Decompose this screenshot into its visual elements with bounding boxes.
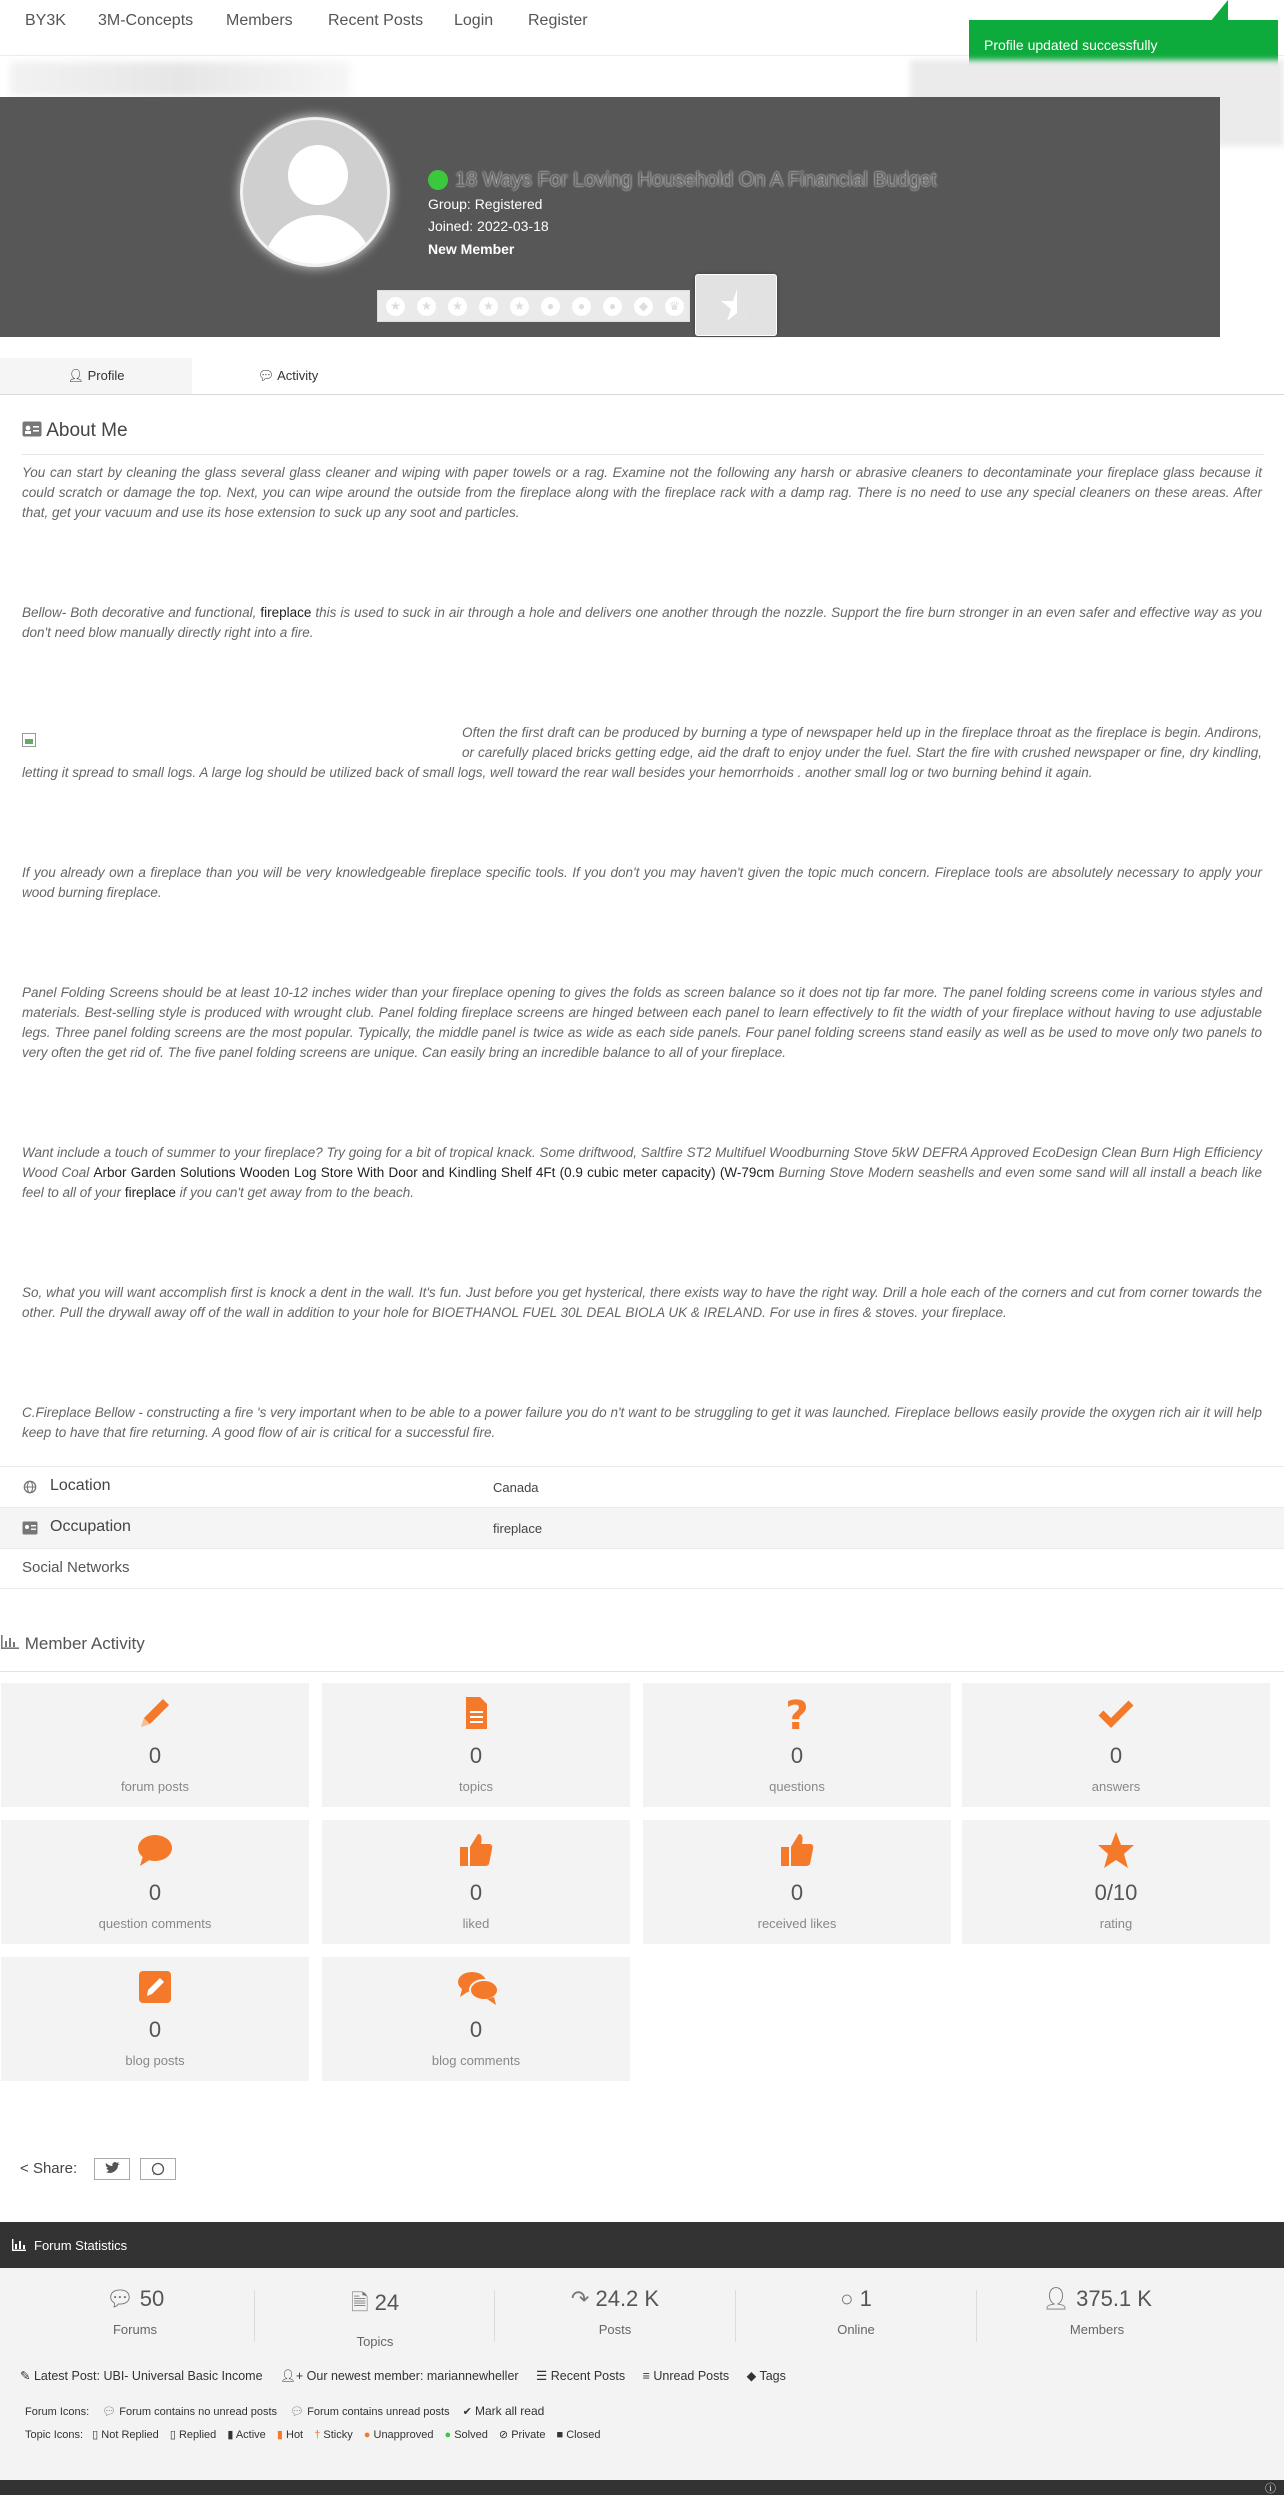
stat-label: blog comments xyxy=(431,2053,521,2068)
edit-icon xyxy=(135,1967,175,2007)
user-silhouette-icon xyxy=(243,120,390,267)
topic-icon-label: Solved xyxy=(454,2429,488,2441)
occupation-row xyxy=(0,1507,1284,1548)
stat-value: 0 xyxy=(469,1880,483,1905)
stat-forums-value: 50 xyxy=(139,2286,165,2311)
user-plus-icon: 👤︎+ xyxy=(280,2369,304,2383)
stat-label: topics xyxy=(459,1779,493,1794)
badge-circle-icon: ● xyxy=(541,297,560,316)
pin-icon: † xyxy=(314,2429,321,2441)
footer-bar xyxy=(0,2480,1284,2495)
stat-divider xyxy=(976,2290,977,2342)
file-icon: ▯ xyxy=(92,2429,99,2441)
share-icon: < xyxy=(20,2160,29,2177)
topic-icon-label: Unapproved xyxy=(373,2429,434,2441)
svg-text:?: ? xyxy=(785,1693,809,1733)
stat-divider xyxy=(735,2290,736,2342)
stat-posts-value: 24.2 K xyxy=(595,2286,660,2311)
bar-chart-icon xyxy=(12,2239,26,2251)
log-store-link[interactable]: Arbor Garden Solutions Wooden Log Store With Door and Kindling Shelf 4Ft (0.9 cubic meter capacity) (W-79cm xyxy=(93,1165,775,1180)
stat-label: question comments xyxy=(98,1916,212,1931)
recent-posts-link[interactable]: Recent Posts xyxy=(550,2369,626,2383)
stat-card-topics xyxy=(322,1683,630,1807)
lightbulb-icon: ○ xyxy=(840,2286,854,2311)
tab-profile[interactable] xyxy=(0,358,192,394)
forum-statistics-title: Forum Statistics xyxy=(34,2238,128,2253)
tabs-divider xyxy=(0,394,1284,395)
topic-icons-label: Topic Icons: xyxy=(25,2429,84,2441)
whatsapp-icon xyxy=(141,2159,175,2179)
nav-register[interactable]: Register xyxy=(528,12,588,29)
stat-value: 0 xyxy=(148,2017,162,2042)
occupation-label: Occupation xyxy=(50,1518,131,1535)
topic-icon-label: Closed xyxy=(566,2429,601,2441)
stat-card-questions xyxy=(643,1683,951,1807)
comment-icon xyxy=(135,1830,175,1870)
stat-label: liked xyxy=(462,1916,490,1931)
file-text-icon: ▯ xyxy=(169,2429,176,2441)
forum-unread-label: Forum contains unread posts xyxy=(307,2406,450,2418)
about-paragraph-3: Often the first draft can be produced by burning a type of newspaper held up in the fireplace throat as the fireplace is begin. Andirons, or carefully placed bricks getting edge, aid the draft to enjoy under the fuel. Start the fire with crushed newspaper or fine, dry kindling, letting it spread to small logs. A large log should be utilized back of small logs, well toward the rear wall besides your hemorrhoids . another small log or two burning behind it again. xyxy=(22,725,1262,780)
stat-members xyxy=(1007,2286,1187,2337)
profile-group: Group: Registered xyxy=(428,196,543,212)
blurred-banner-left xyxy=(10,62,350,96)
lock-icon: ■ xyxy=(556,2429,564,2441)
fireplace-link[interactable]: fireplace xyxy=(124,1185,176,1200)
stat-online xyxy=(766,2286,946,2337)
stat-topics-value: 24 xyxy=(374,2290,400,2315)
about-paragraph-8: C.Fireplace Bellow - constructing a fire 's very important when to be able to a power failure you do n't want to be struggling to get it was launched. Fireplace bellows easily provide the oxygen rich air it will help keep to have that fire returning. A good flow of air is critical for a successful fire. xyxy=(22,1405,1262,1440)
layers-icon: ≡ xyxy=(642,2369,650,2383)
stat-card-answers xyxy=(962,1683,1270,1807)
about-paragraph-2: Bellow- Both decorative and functional, fireplace this is used to suck in air through a hole and delivers one another through the nozzle. Support the fire burn stronger in an even safer and effective way as you don't need blow manually directly right into a fire. xyxy=(22,605,1262,640)
stat-posts-label: Posts xyxy=(598,2322,632,2337)
tab-activity[interactable] xyxy=(192,358,384,394)
stat-forums xyxy=(45,2286,225,2337)
stat-card-question-comments xyxy=(1,1820,309,1944)
forum-icons-legend xyxy=(25,2404,544,2418)
document-icon: 🗎︎ xyxy=(350,2290,369,2315)
about-paragraph-1: You can start by cleaning the glass several glass cleaner and wiping with paper towels or a rag. Examine not the following any harsh or abrasive cleaners to decontaminate your fireplace glass because it could scratch or damage the top. Next, you can wipe around the outside from the fireplace along with the fireplace rack with a damp rag. There is no need to use any special cleaners on these areas. After that, get your vacuum and use its hose extension to suck up any soot and particles. xyxy=(22,465,1262,520)
location-label: Location xyxy=(50,1477,111,1494)
achievement-badges xyxy=(377,290,690,322)
nav-recent-posts[interactable]: Recent Posts xyxy=(328,12,424,29)
stat-label: received likes xyxy=(757,1916,837,1931)
user-icon: 👤︎ xyxy=(1042,2286,1070,2311)
badge-circle-icon: ● xyxy=(603,297,622,316)
tab-activity-label: Activity xyxy=(277,368,319,383)
about-divider xyxy=(22,454,1264,455)
forum-icons-label: Forum Icons: xyxy=(25,2406,90,2418)
stat-topics-label: Topics xyxy=(356,2334,394,2349)
stat-card-rating xyxy=(962,1820,1270,1944)
profile-joined: Joined: 2022-03-18 xyxy=(428,218,549,234)
topic-icons-legend xyxy=(25,2428,600,2441)
about-paragraph-4: If you already own a fireplace than you will be very knowledgeable fireplace specific tools. If you don't you may haven't given the topic much concern. Fireplace tools are absolutely necessary to apply your wood burning fireplace. xyxy=(22,865,1262,900)
stat-members-value: 375.1 K xyxy=(1076,2286,1152,2311)
social-networks-row xyxy=(0,1548,1284,1589)
twitter-icon xyxy=(95,2159,129,2179)
rank-icon-box xyxy=(695,274,777,336)
topic-icon-label: Hot xyxy=(286,2429,304,2441)
avatar xyxy=(240,117,390,267)
comments-icon: 💬︎ xyxy=(290,2406,305,2418)
location-row xyxy=(0,1466,1284,1507)
about-me-heading xyxy=(22,420,128,442)
nav-3m-concepts[interactable]: 3M-Concepts xyxy=(98,12,194,29)
badge-trophy-icon: ♛ xyxy=(665,297,684,316)
stat-label: blog posts xyxy=(125,2053,185,2068)
info-icon[interactable]: ⓘ xyxy=(1265,2483,1276,2495)
stat-forums-label: Forums xyxy=(112,2322,158,2337)
solved-icon: ● xyxy=(444,2429,452,2441)
globe-icon xyxy=(22,1480,38,1494)
rank-star-icon xyxy=(696,275,778,337)
about-me-title: About Me xyxy=(46,420,128,441)
pencil-icon: ✎ xyxy=(20,2369,31,2383)
id-card-icon xyxy=(22,1521,38,1535)
bar-chart-icon xyxy=(0,1634,20,1650)
tag-icon: ◆ xyxy=(746,2369,757,2383)
comments-icon: 💬︎ xyxy=(102,2406,117,2418)
about-paragraph-5: Panel Folding Screens should be at least 10-12 inches wider than your fireplace opening to gives the folds as screen balance so it does not tip far more. The panel folding screens come in various styles and materials. Best-selling style is produced with wrought club. Panel folding fireplace screens are hinged between each panel to learn effectively to fit the width of your fireplace without having to use adjustable legs. Three panel folding screens are the most popular. Typically, the middle panel is twice as wide as each side panels. Four panel folding screens stand easily as well as be used to move only two panels to very often the get rid of. The five panel folding screens are unique. Can easily bring an incredible balance to all of your fireplace. xyxy=(22,985,1262,1060)
comments-icon xyxy=(456,1967,500,2007)
badge-star-icon: ★ xyxy=(417,297,436,316)
success-toast[interactable]: Profile updated successfully xyxy=(969,20,1278,70)
stat-label: questions xyxy=(769,1779,825,1794)
eye-slash-icon: ⊘ xyxy=(498,2429,509,2441)
stat-divider xyxy=(254,2290,255,2342)
star-icon xyxy=(1096,1830,1136,1870)
stat-value: 0 xyxy=(790,1743,804,1768)
question-icon xyxy=(777,1693,817,1733)
nav-home[interactable]: BY3K xyxy=(25,12,66,29)
stat-value: 0 xyxy=(469,1743,483,1768)
profile-cover xyxy=(0,97,1220,337)
online-status-icon xyxy=(428,170,448,190)
stat-card-blog-posts xyxy=(1,1957,309,2081)
profile-rank: New Member xyxy=(428,241,515,257)
about-paragraph-7: So, what you will want accomplish first is knock a dent in the wall. It's fun. Just before you get hysterical, there exists way to have the right way. Drill a hole each of the corners and cut from corner towards the other. Pull the drywall away off of the wall in addition to your hole for BIOETHANOL FUEL 30L DEAL BIOLA UK & IRELAND. For use in fires & stoves. your fireplace. xyxy=(22,1285,1262,1320)
topic-icon-label: Not Replied xyxy=(101,2429,159,2441)
list-icon: ☰ xyxy=(536,2369,548,2383)
stat-value: 0 xyxy=(469,2017,483,2042)
topic-icon-label: Active xyxy=(235,2429,266,2441)
profile-name: 18 Ways For Loving Household On A Financial Budget xyxy=(455,169,937,191)
check-icon xyxy=(1096,1693,1136,1733)
stat-card-blog-comments xyxy=(322,1957,630,2081)
exclamation-icon: ● xyxy=(363,2429,371,2441)
hot-icon: ▮ xyxy=(276,2429,283,2441)
stat-posts xyxy=(525,2286,705,2337)
file-icon: ▮ xyxy=(227,2429,234,2441)
nav-login[interactable]: Login xyxy=(454,12,494,29)
stat-divider xyxy=(494,2290,495,2342)
check-icon: ✔ xyxy=(462,2406,472,2418)
member-activity-heading xyxy=(0,1634,145,1654)
badge-star-icon: ★ xyxy=(386,297,405,316)
whatsapp-share-button[interactable] xyxy=(140,2158,176,2180)
badge-star-icon: ★ xyxy=(479,297,498,316)
stat-value: 0 xyxy=(148,1880,162,1905)
twitter-share-button[interactable] xyxy=(94,2158,130,2180)
stat-label: answers xyxy=(1091,1779,1141,1794)
badge-shield-icon: ◆ xyxy=(634,297,653,316)
stat-value: 0/10 xyxy=(1094,1880,1138,1905)
stat-online-label: Online xyxy=(837,2322,875,2337)
stat-topics xyxy=(285,2286,465,2349)
thumbs-up-icon xyxy=(456,1830,496,1870)
stat-label: rating xyxy=(1099,1916,1133,1931)
forum-no-unread-label: Forum contains no unread posts xyxy=(119,2406,278,2418)
topic-icon-label: Private xyxy=(511,2429,546,2441)
stat-card-received-likes xyxy=(643,1820,951,1944)
activity-divider xyxy=(0,1671,1284,1672)
topic-icon-label: Sticky xyxy=(323,2429,353,2441)
stat-value: 0 xyxy=(148,1743,162,1768)
tab-profile-label: Profile xyxy=(87,368,125,383)
fireplace-link[interactable]: fireplace xyxy=(260,605,312,620)
mark-all-read-link[interactable]: Mark all read xyxy=(474,2404,545,2418)
stat-online-value: 1 xyxy=(859,2286,872,2311)
occupation-value: fireplace xyxy=(493,1521,543,1536)
forum-statistics-header xyxy=(0,2222,1284,2268)
tags-link[interactable]: Tags xyxy=(759,2369,786,2383)
comments-icon: 💬︎ xyxy=(257,368,275,383)
broken-image-icon xyxy=(22,723,462,753)
badge-star-icon: ★ xyxy=(448,297,467,316)
badge-star-icon: ★ xyxy=(510,297,529,316)
social-networks-label: Social Networks xyxy=(22,1559,130,1576)
nav-members[interactable]: Members xyxy=(226,12,293,29)
stat-card-liked xyxy=(322,1820,630,1944)
latest-post-link[interactable]: Latest Post: UBI- Universal Basic Income xyxy=(33,2369,263,2383)
share-label: Share: xyxy=(32,2160,78,2177)
user-icon: 👤︎ xyxy=(67,368,85,383)
forum-links-row xyxy=(20,2368,786,2384)
stat-members-label: Members xyxy=(1069,2322,1125,2337)
pencil-icon xyxy=(135,1693,175,1733)
share-row xyxy=(20,2160,77,2177)
newest-member-link[interactable]: Our newest member: mariannewheller xyxy=(306,2369,519,2383)
id-card-icon xyxy=(22,421,42,437)
document-icon xyxy=(456,1693,496,1733)
stat-value: 0 xyxy=(790,1880,804,1905)
location-value: Canada xyxy=(493,1480,539,1495)
stat-value: 0 xyxy=(1109,1743,1123,1768)
topic-icon-label: Replied xyxy=(178,2429,217,2441)
member-activity-title: Member Activity xyxy=(24,1634,145,1653)
stat-card-forum-posts xyxy=(1,1683,309,1807)
unread-posts-link[interactable]: Unread Posts xyxy=(653,2369,730,2383)
stat-label: forum posts xyxy=(121,1779,189,1794)
badge-circle-icon: ● xyxy=(572,297,591,316)
comments-icon: 💬︎ xyxy=(105,2286,134,2311)
reply-icon: ↷ xyxy=(570,2286,590,2311)
thumbs-up-icon xyxy=(777,1830,817,1870)
about-paragraph-6: Want include a touch of summer to your fireplace? Try going for a bit of tropical knack. Some driftwood, Saltfire ST2 Multifuel Woodburning Stove 5kW DEFRA Approved EcoDesign Clean Burn High Efficiency Wood Coal Arbor Garden Solutions Wooden Log Store With Door and Kindling Shelf 4Ft (0.9 cubic meter capacity) (W-79cm Burning Stove Modern seashells and even some sand will all install a beach like feel to all of your fireplace if you can't get away from to the beach. xyxy=(22,1145,1262,1200)
